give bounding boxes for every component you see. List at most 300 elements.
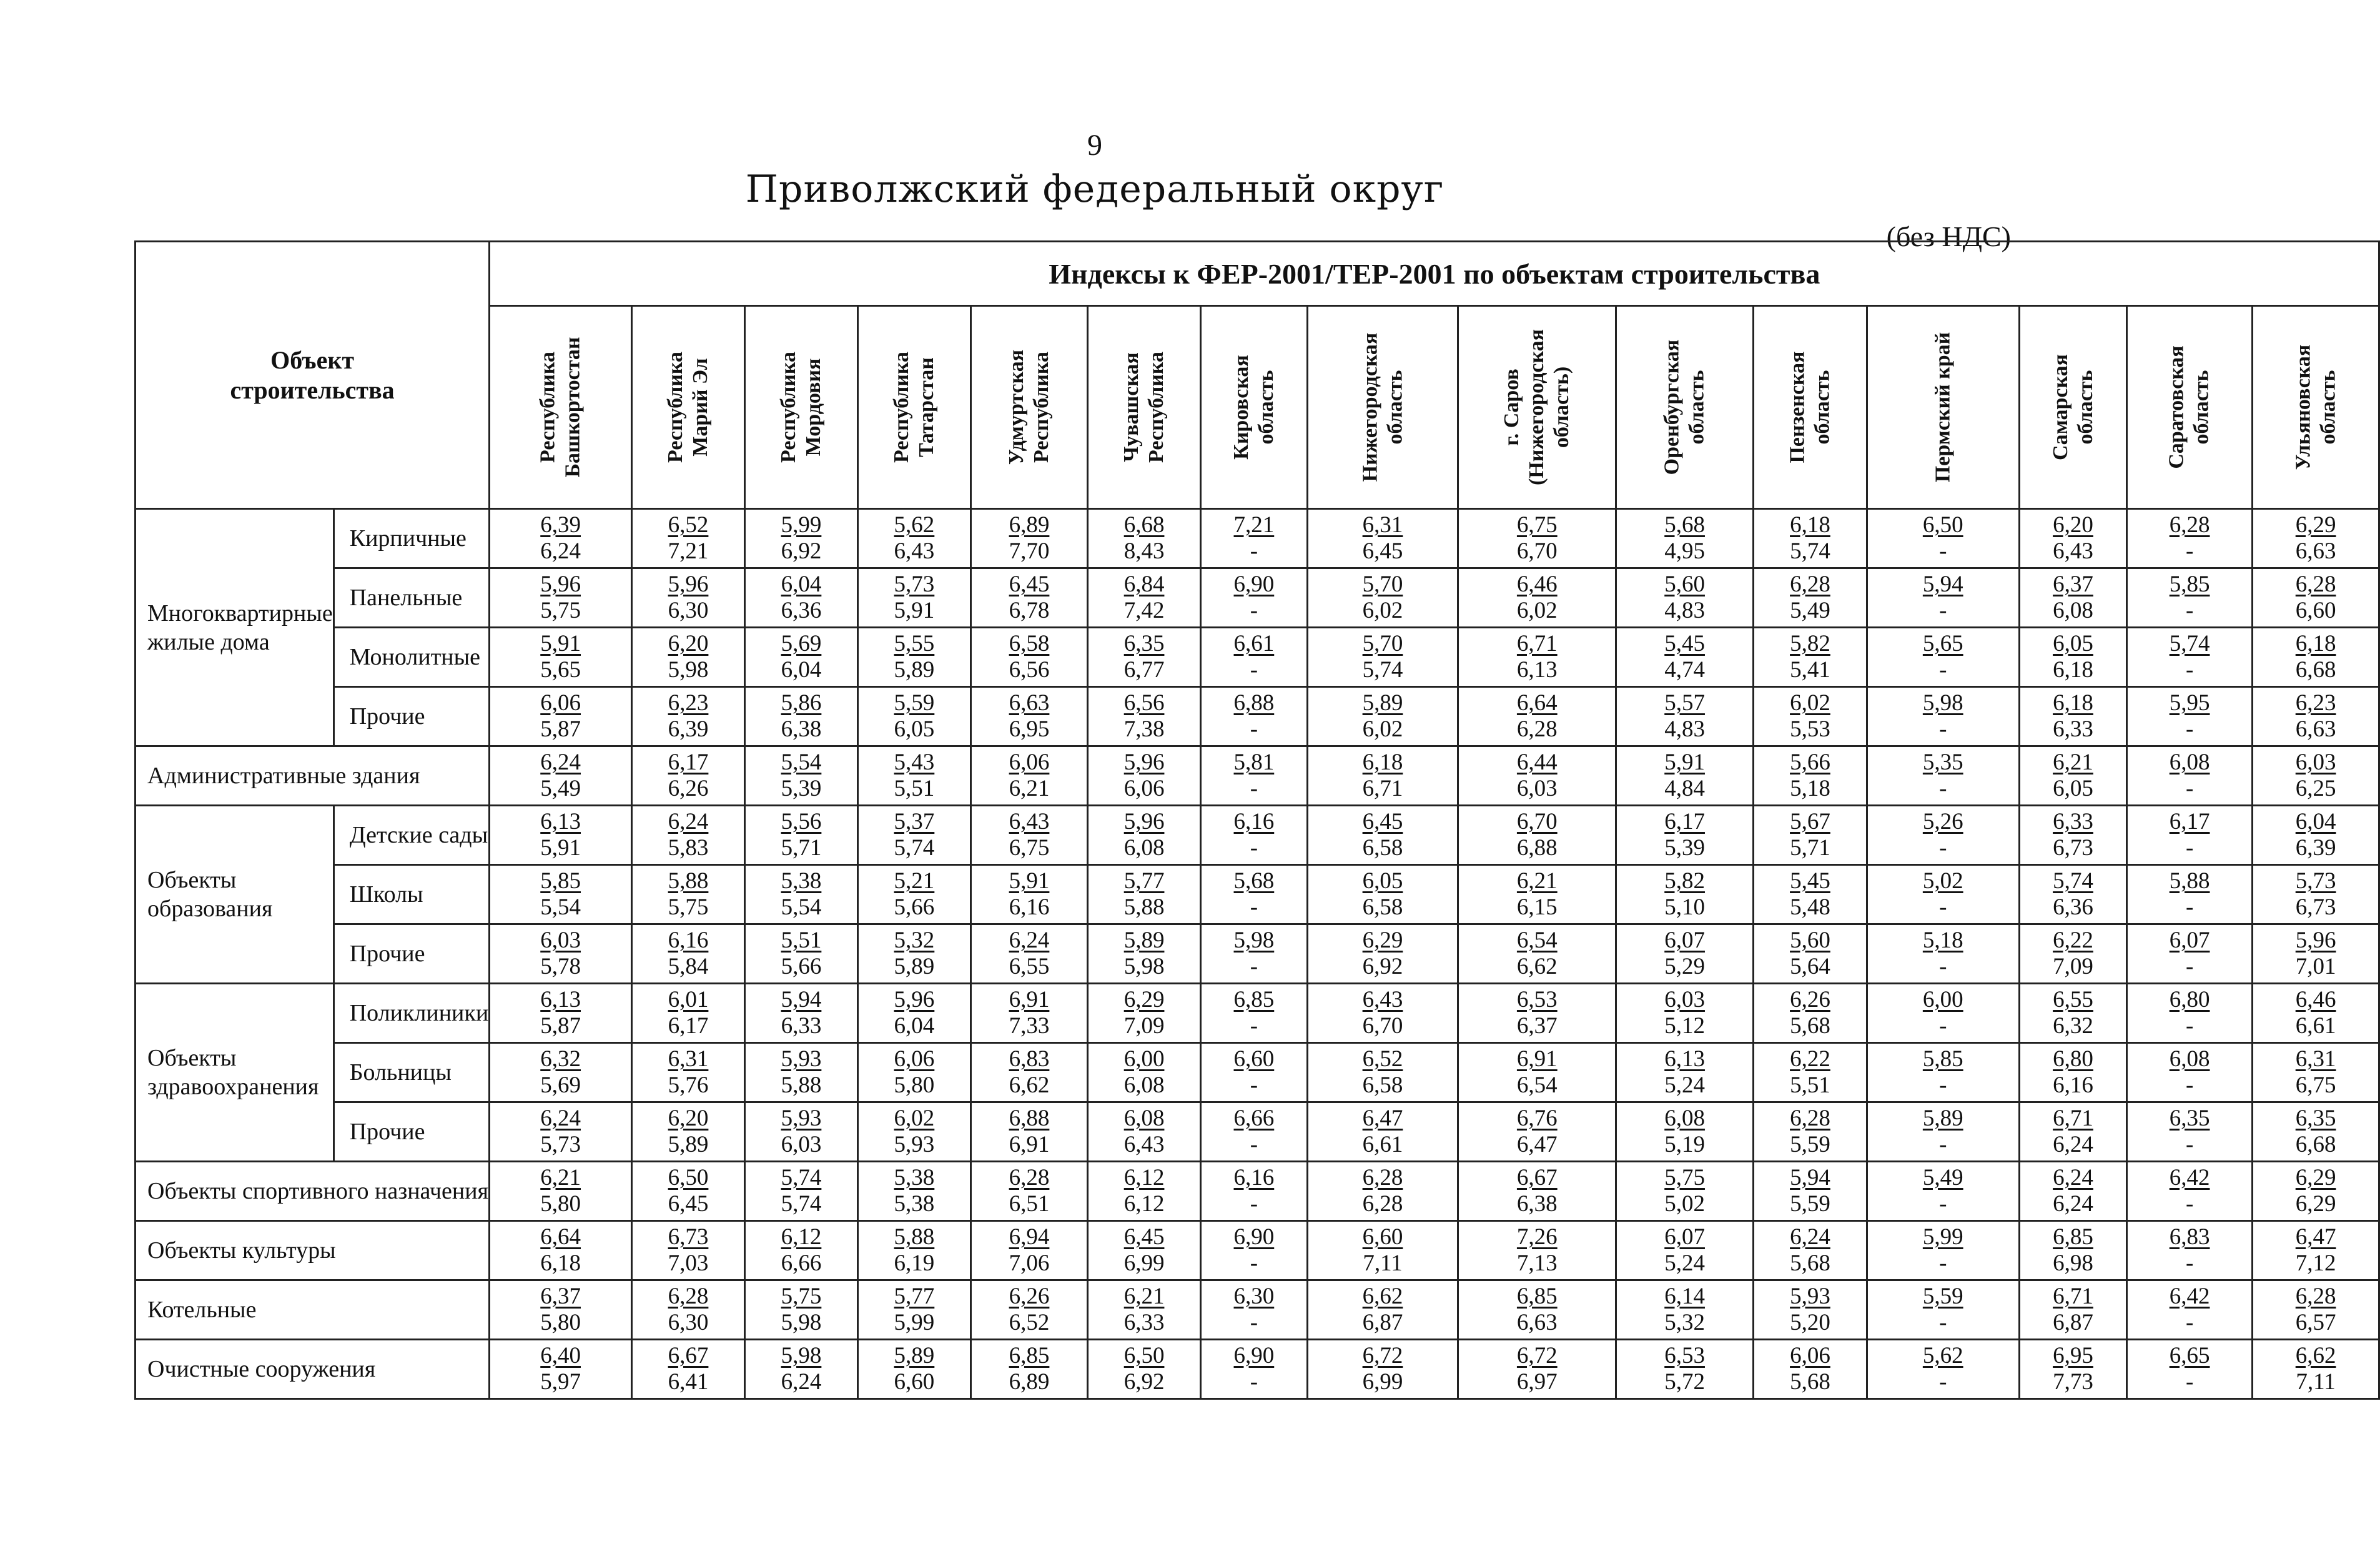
index-cell <box>970 1162 1087 1221</box>
index-cell <box>1307 806 1458 865</box>
index-cell <box>632 1340 745 1399</box>
index-value-top: 6,47 <box>1362 1106 1403 1131</box>
index-value-bottom: - <box>1939 776 1947 801</box>
index-value-top: 5,45 <box>1790 868 1830 894</box>
index-value-top: 6,64 <box>540 1224 581 1250</box>
index-cell <box>970 1102 1087 1162</box>
object-column-header <box>136 242 490 509</box>
index-cell <box>1867 628 2019 687</box>
index-value-bottom: 6,36 <box>2053 894 2093 920</box>
index-value-top: 6,44 <box>1516 750 1558 775</box>
index-value-top: 6,52 <box>1362 1046 1403 1072</box>
index-value-bottom: - <box>2185 1132 2194 1157</box>
region-header <box>1616 306 1754 509</box>
index-value-top: 5,96 <box>540 572 581 597</box>
index-value-bottom: - <box>2185 657 2194 683</box>
index-value-top: 6,16 <box>1233 1165 1275 1190</box>
index-value-bottom: 6,61 <box>2295 1013 2336 1039</box>
index-value-bottom: - <box>1250 598 1258 623</box>
index-value-top: 6,62 <box>2295 1343 2336 1368</box>
index-value-top: 5,94 <box>781 987 822 1012</box>
index-cell <box>745 865 858 924</box>
index-value-top: 6,03 <box>2295 750 2336 775</box>
index-cell <box>1201 1102 1308 1162</box>
index-cell <box>1307 568 1458 628</box>
table-row <box>136 687 2379 746</box>
index-cell <box>2252 1043 2379 1102</box>
index-cell <box>2127 1043 2252 1102</box>
index-value-top: 6,46 <box>1516 572 1558 597</box>
index-value-top: 6,60 <box>1233 1046 1275 1072</box>
index-value-bottom: - <box>1250 894 1258 920</box>
index-cell <box>1201 1043 1308 1102</box>
index-value-bottom: 5,71 <box>781 835 822 861</box>
index-value-bottom: 6,60 <box>894 1369 935 1395</box>
index-value-top: 6,67 <box>1516 1165 1558 1190</box>
index-value-bottom: 6,41 <box>668 1369 709 1395</box>
index-cell <box>1088 509 1201 568</box>
index-value-top: 5,56 <box>781 809 822 834</box>
object-header-label: Объект строительства <box>230 345 395 404</box>
index-value-bottom: 5,80 <box>894 1072 935 1098</box>
index-value-top: 6,00 <box>1123 1046 1165 1072</box>
index-cell <box>1201 628 1308 687</box>
index-cell <box>1867 1043 2019 1102</box>
index-cell <box>2252 1280 2379 1340</box>
index-value-bottom: 6,87 <box>2053 1310 2093 1335</box>
index-value-top: 6,28 <box>1790 572 1830 597</box>
index-cell <box>1616 1221 1754 1280</box>
index-value-top: 6,94 <box>1009 1224 1050 1250</box>
index-cell <box>2252 924 2379 984</box>
index-value-top: 6,04 <box>2295 809 2336 834</box>
index-value-top: 5,94 <box>1790 1165 1830 1190</box>
group-label <box>136 509 334 746</box>
index-cell <box>745 806 858 865</box>
index-value-bottom: - <box>1939 894 1947 920</box>
index-value-bottom: 6,91 <box>1009 1132 1050 1157</box>
index-cell <box>490 746 632 806</box>
region-header-wrap <box>746 307 857 508</box>
subtype-label: Больницы <box>333 1043 489 1102</box>
index-cell <box>745 568 858 628</box>
index-cell <box>1753 628 1867 687</box>
index-value-top: 5,68 <box>1664 512 1705 538</box>
index-cell <box>857 1162 970 1221</box>
index-value-top: 6,16 <box>668 928 709 953</box>
index-cell <box>970 806 1087 865</box>
region-label: Саратовская область <box>2165 345 2214 469</box>
region-header <box>1753 306 1867 509</box>
index-value-top: 5,55 <box>894 631 935 656</box>
index-value-bottom: 5,66 <box>781 954 822 979</box>
index-value-top: 5,73 <box>894 572 935 597</box>
index-value-bottom: 6,88 <box>1516 835 1558 861</box>
index-cell <box>1458 687 1616 746</box>
index-value-top: 6,40 <box>540 1343 581 1368</box>
table-row <box>136 746 2379 806</box>
index-cell <box>970 568 1087 628</box>
region-header-wrap <box>972 307 1087 508</box>
index-value-bottom: 5,91 <box>894 598 935 623</box>
index-value-bottom: 5,51 <box>894 776 935 801</box>
region-label: Оренбургская область <box>1660 339 1709 475</box>
region-header <box>857 306 970 509</box>
index-value-top: 5,93 <box>1790 1284 1830 1309</box>
index-value-top: 5,98 <box>1233 928 1275 953</box>
index-cell <box>970 984 1087 1043</box>
index-value-top: 6,65 <box>2169 1343 2210 1368</box>
index-value-bottom: 5,64 <box>1790 954 1830 979</box>
region-header <box>745 306 858 509</box>
index-value-bottom: 6,08 <box>1123 835 1165 861</box>
index-cell <box>1088 1043 1201 1102</box>
index-value-top: 6,13 <box>540 809 581 834</box>
index-value-bottom: - <box>1250 1013 1258 1039</box>
index-value-bottom: 6,63 <box>1516 1310 1558 1335</box>
index-value-bottom: 6,95 <box>1009 716 1050 742</box>
index-value-top: 6,43 <box>1009 809 1050 834</box>
object-label: Объекты спортивного назначения <box>136 1162 490 1221</box>
construction-index-table <box>134 240 2380 1400</box>
table-row <box>136 568 2379 628</box>
index-value-top: 6,55 <box>2053 987 2093 1012</box>
index-value-top: 6,24 <box>540 750 581 775</box>
index-cell <box>2252 1102 2379 1162</box>
index-cell <box>1753 1280 1867 1340</box>
index-value-top: 5,91 <box>1664 750 1705 775</box>
table-row <box>136 509 2379 568</box>
index-value-bottom: 6,19 <box>894 1250 935 1276</box>
index-value-top: 6,29 <box>1362 928 1403 953</box>
index-value-bottom: - <box>1250 1072 1258 1098</box>
index-cell <box>970 1043 1087 1102</box>
index-value-bottom: 5,76 <box>668 1072 709 1098</box>
index-cell <box>1458 568 1616 628</box>
index-cell <box>1753 1102 1867 1162</box>
index-value-bottom: 6,06 <box>1123 776 1165 801</box>
index-value-bottom: 6,12 <box>1123 1191 1165 1217</box>
index-cell <box>1458 1043 1616 1102</box>
index-cell <box>2019 1340 2127 1399</box>
index-value-top: 6,20 <box>668 631 709 656</box>
index-value-top: 6,45 <box>1009 572 1050 597</box>
table-row <box>136 1102 2379 1162</box>
index-value-bottom: - <box>2185 776 2194 801</box>
index-cell <box>745 1162 858 1221</box>
index-value-bottom: 5,73 <box>540 1132 581 1157</box>
object-label: Объекты культуры <box>136 1221 490 1280</box>
index-value-bottom: 6,45 <box>1362 538 1403 564</box>
index-value-bottom: 5,38 <box>894 1191 935 1217</box>
index-value-bottom: 6,33 <box>2053 716 2093 742</box>
index-value-top: 5,51 <box>781 928 822 953</box>
index-value-bottom: - <box>2185 1191 2194 1217</box>
index-value-top: 6,24 <box>1009 928 1050 953</box>
index-value-top: 6,42 <box>2169 1165 2210 1190</box>
index-cell <box>1458 924 1616 984</box>
index-value-top: 5,85 <box>1922 1046 1963 1072</box>
index-value-bottom: - <box>2185 894 2194 920</box>
index-value-bottom: 5,53 <box>1790 716 1830 742</box>
table-row <box>136 1162 2379 1221</box>
index-cell <box>2127 984 2252 1043</box>
index-value-bottom: 5,02 <box>1664 1191 1705 1217</box>
index-value-top: 6,42 <box>2169 1284 2210 1309</box>
index-value-bottom: 6,43 <box>2053 538 2093 564</box>
subtype-label: Школы <box>333 865 489 924</box>
index-value-bottom: 5,74 <box>894 835 935 861</box>
index-value-bottom: 5,24 <box>1664 1250 1705 1276</box>
index-value-top: 6,29 <box>1123 987 1165 1012</box>
index-value-top: 6,21 <box>2053 750 2093 775</box>
index-value-bottom: 5,91 <box>540 835 581 861</box>
index-value-bottom: 6,21 <box>1009 776 1050 801</box>
index-value-bottom: 5,99 <box>894 1310 935 1335</box>
index-value-bottom: 5,69 <box>540 1072 581 1098</box>
index-value-top: 6,71 <box>2053 1106 2093 1131</box>
index-value-bottom: 6,43 <box>894 538 935 564</box>
index-value-bottom: 5,88 <box>1123 894 1165 920</box>
index-value-bottom: 5,75 <box>668 894 709 920</box>
index-cell <box>1616 1162 1754 1221</box>
index-value-top: 5,65 <box>1922 631 1963 656</box>
index-value-top: 5,88 <box>668 868 709 894</box>
index-value-bottom: 7,09 <box>1123 1013 1165 1039</box>
index-value-bottom: 6,36 <box>781 598 822 623</box>
index-cell <box>1201 924 1308 984</box>
index-value-bottom: 6,13 <box>1516 657 1558 683</box>
index-value-bottom: - <box>1939 835 1947 861</box>
index-value-bottom: - <box>1250 954 1258 979</box>
region-label: Ульяновская область <box>2291 344 2340 470</box>
index-cell <box>1088 1162 1201 1221</box>
index-value-bottom: 4,95 <box>1664 538 1705 564</box>
index-value-top: 6,70 <box>1516 809 1558 834</box>
region-header <box>1867 306 2019 509</box>
index-cell <box>1753 984 1867 1043</box>
index-value-bottom: 6,68 <box>2295 1132 2336 1157</box>
index-value-bottom: 5,32 <box>1664 1310 1705 1335</box>
index-value-bottom: - <box>1939 538 1947 564</box>
index-cell <box>1201 509 1308 568</box>
index-cell <box>1201 806 1308 865</box>
subtype-label: Прочие <box>333 1102 489 1162</box>
index-value-top: 5,45 <box>1664 631 1705 656</box>
index-cell <box>970 687 1087 746</box>
index-value-top: 6,05 <box>1362 868 1403 894</box>
index-cell <box>2252 687 2379 746</box>
index-value-bottom: 6,92 <box>781 538 822 564</box>
index-value-top: 6,90 <box>1233 572 1275 597</box>
index-cell <box>2127 1102 2252 1162</box>
index-cell <box>1867 865 2019 924</box>
index-cell <box>2252 984 2379 1043</box>
index-cell <box>632 746 745 806</box>
index-value-bottom: 5,39 <box>1664 835 1705 861</box>
index-cell <box>1616 746 1754 806</box>
index-value-top: 6,32 <box>540 1046 581 1072</box>
index-cell <box>1088 865 1201 924</box>
region-label: Нижегородская область <box>1358 332 1407 482</box>
index-cell <box>1307 509 1458 568</box>
index-value-bottom: 6,16 <box>1009 894 1050 920</box>
index-value-top: 6,07 <box>1664 928 1705 953</box>
index-value-bottom: 6,30 <box>668 598 709 623</box>
region-header-wrap <box>1459 307 1615 508</box>
index-cell <box>1458 1162 1616 1221</box>
index-value-top: 5,74 <box>2053 868 2093 894</box>
index-cell <box>745 628 858 687</box>
index-value-bottom: 6,33 <box>781 1013 822 1039</box>
index-value-top: 5,73 <box>2295 868 2336 894</box>
subtype-label: Прочие <box>333 687 489 746</box>
index-value-bottom: 5,97 <box>540 1369 581 1395</box>
index-cell <box>632 509 745 568</box>
group-label <box>136 984 334 1162</box>
index-value-top: 6,66 <box>1233 1106 1275 1131</box>
index-value-bottom: 6,24 <box>781 1369 822 1395</box>
index-value-bottom: 5,80 <box>540 1310 581 1335</box>
index-value-bottom: - <box>1250 1369 1258 1395</box>
index-cell <box>490 1102 632 1162</box>
index-value-bottom: 6,63 <box>2295 716 2336 742</box>
table-row <box>136 865 2379 924</box>
index-value-top: 5,88 <box>894 1224 935 1250</box>
header-row <box>136 242 2379 306</box>
index-value-top: 6,89 <box>1009 512 1050 538</box>
index-value-bottom: 7,38 <box>1123 716 1165 742</box>
index-cell <box>1307 1102 1458 1162</box>
index-value-bottom: 6,58 <box>1362 1072 1403 1098</box>
index-value-bottom: 5,74 <box>1790 538 1830 564</box>
index-cell <box>632 806 745 865</box>
index-value-bottom: 6,24 <box>540 538 581 564</box>
index-value-top: 6,29 <box>2295 512 2336 538</box>
index-value-bottom: 6,15 <box>1516 894 1558 920</box>
index-cell <box>490 1221 632 1280</box>
index-value-bottom: 5,10 <box>1664 894 1705 920</box>
index-value-top: 5,93 <box>781 1046 822 1072</box>
index-value-top: 5,99 <box>1922 1224 1963 1250</box>
region-header-wrap <box>1754 307 1866 508</box>
index-value-top: 6,28 <box>2295 1284 2336 1309</box>
index-cell <box>857 1280 970 1340</box>
index-value-top: 6,54 <box>1516 928 1558 953</box>
index-value-top: 5,43 <box>894 750 935 775</box>
index-cell <box>1616 984 1754 1043</box>
index-value-bottom: 6,37 <box>1516 1013 1558 1039</box>
index-value-bottom: 5,71 <box>1790 835 1830 861</box>
index-cell <box>857 746 970 806</box>
index-value-top: 6,02 <box>894 1106 935 1131</box>
index-cell <box>1753 865 1867 924</box>
index-cell <box>1753 806 1867 865</box>
table-row <box>136 1221 2379 1280</box>
index-value-bottom: - <box>1939 1191 1947 1217</box>
index-value-bottom: 6,58 <box>1362 894 1403 920</box>
index-cell <box>2127 865 2252 924</box>
subtype-label: Кирпичные <box>333 509 489 568</box>
index-value-bottom: 6,03 <box>1516 776 1558 801</box>
index-cell <box>1753 924 1867 984</box>
index-cell <box>632 1102 745 1162</box>
index-value-bottom: 7,11 <box>1363 1250 1403 1276</box>
index-value-bottom: 6,87 <box>1362 1310 1403 1335</box>
index-cell <box>2019 1162 2127 1221</box>
index-value-top: 6,21 <box>1123 1284 1165 1309</box>
index-value-top: 6,73 <box>668 1224 709 1250</box>
index-value-bottom: 7,03 <box>668 1250 709 1276</box>
index-value-bottom: - <box>1939 1132 1947 1157</box>
index-value-top: 5,77 <box>1123 868 1165 894</box>
index-value-bottom: 8,43 <box>1123 538 1165 564</box>
index-cell <box>2127 1280 2252 1340</box>
region-header-wrap <box>1868 307 2018 508</box>
index-value-top: 5,68 <box>1233 868 1275 894</box>
index-value-bottom: 5,98 <box>668 657 709 683</box>
index-value-bottom: 6,92 <box>1362 954 1403 979</box>
index-value-top: 6,68 <box>1123 512 1165 538</box>
index-value-bottom: 4,84 <box>1664 776 1705 801</box>
index-cell <box>1307 1162 1458 1221</box>
index-value-bottom: 5,72 <box>1664 1369 1705 1395</box>
index-cell <box>857 806 970 865</box>
index-cell <box>490 1340 632 1399</box>
index-value-bottom: 5,29 <box>1664 954 1705 979</box>
index-value-top: 6,21 <box>1516 868 1558 894</box>
index-value-top: 5,62 <box>894 512 935 538</box>
index-cell <box>490 1043 632 1102</box>
region-header <box>490 306 632 509</box>
index-value-top: 6,29 <box>2295 1165 2336 1190</box>
region-label: Самарская область <box>2048 354 2097 460</box>
index-value-top: 6,80 <box>2169 987 2210 1012</box>
index-cell <box>1753 509 1867 568</box>
object-label: Котельные <box>136 1280 490 1340</box>
index-value-top: 5,94 <box>1922 572 1963 597</box>
index-value-top: 5,67 <box>1790 809 1830 834</box>
index-value-bottom: 5,65 <box>540 657 581 683</box>
index-value-bottom: 7,33 <box>1009 1013 1050 1039</box>
index-value-top: 6,91 <box>1009 987 1050 1012</box>
index-cell <box>745 1043 858 1102</box>
index-value-bottom: 6,78 <box>1009 598 1050 623</box>
index-value-bottom: - <box>1939 657 1947 683</box>
index-value-top: 5,37 <box>894 809 935 834</box>
index-value-bottom: - <box>1939 1310 1947 1335</box>
index-cell <box>1201 746 1308 806</box>
index-value-bottom: 6,97 <box>1516 1369 1558 1395</box>
index-cell <box>1088 924 1201 984</box>
index-cell <box>1616 1340 1754 1399</box>
index-value-top: 5,85 <box>540 868 581 894</box>
index-value-bottom: 6,29 <box>2295 1191 2336 1217</box>
index-cell <box>1458 509 1616 568</box>
group-label-text: Объекты здравоохранения <box>147 1045 319 1100</box>
vat-note: (без НДС) <box>1886 220 2011 252</box>
index-value-bottom: - <box>2185 598 2194 623</box>
index-value-top: 6,45 <box>1123 1224 1165 1250</box>
index-cell <box>857 628 970 687</box>
index-value-top: 6,26 <box>1009 1284 1050 1309</box>
table-row <box>136 806 2379 865</box>
index-value-top: 6,37 <box>540 1284 581 1309</box>
index-value-bottom: 5,49 <box>540 776 581 801</box>
index-value-bottom: - <box>2185 1072 2194 1098</box>
index-cell <box>2019 865 2127 924</box>
index-value-bottom: 7,11 <box>2296 1369 2336 1395</box>
